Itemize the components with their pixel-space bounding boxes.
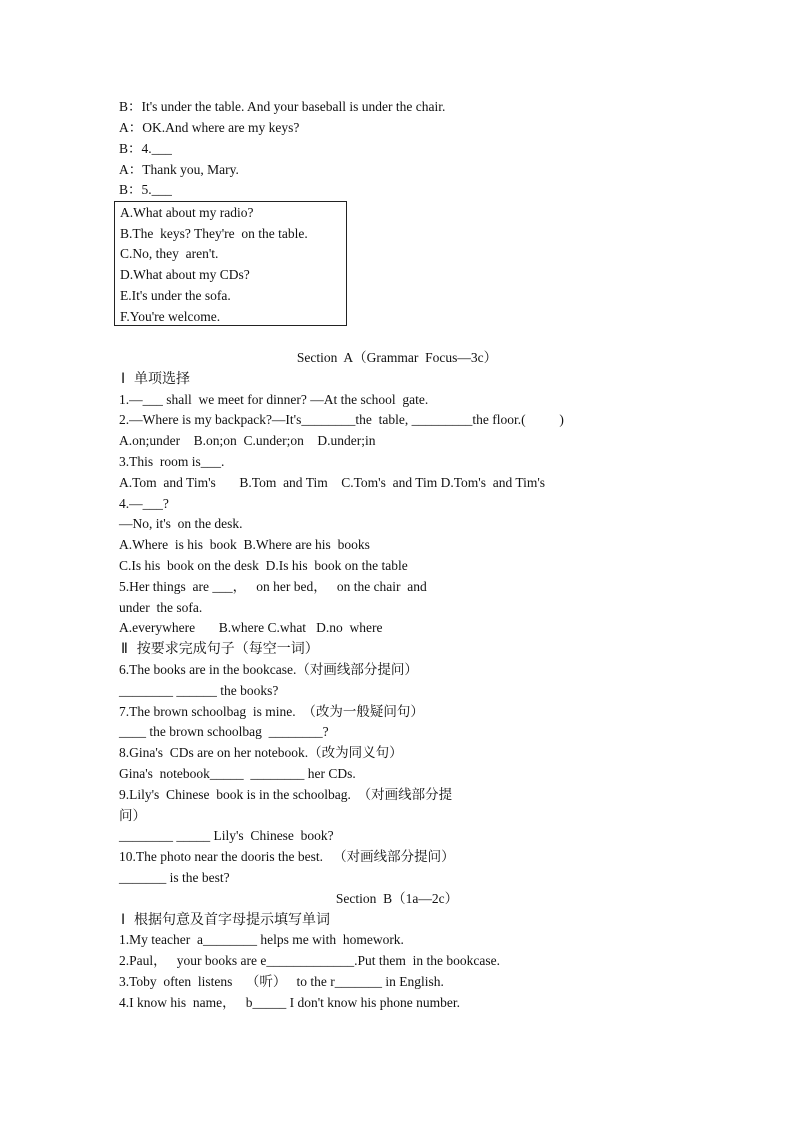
dialogue-line: A：OK.And where are my keys? xyxy=(119,120,300,135)
options-box xyxy=(114,201,347,326)
dialogue-line: A：Thank you, Mary. xyxy=(119,162,239,177)
question-line: 6.The books are in the bookcase.（对画线部分提问） xyxy=(119,662,418,677)
question-line: 8.Gina's CDs are on her notebook.（改为同义句） xyxy=(119,745,403,760)
question-line: 3.Toby often listens （听） to the r_______ in English. xyxy=(119,974,444,989)
question-line: C.Is his book on the desk D.Is his book on the table xyxy=(119,558,408,573)
section-b-part1-heading: Ⅰ 根据句意及首字母提示填写单词 xyxy=(121,912,331,928)
question-line: A.Where is his book B.Where are his books xyxy=(119,537,370,552)
question-line: A.everywhere B.where C.what D.no where xyxy=(119,620,383,635)
section-a-title: Section A（Grammar Focus—3c） xyxy=(296,350,498,365)
question-line: 2.Paul， your books are e_____________.Put them in the bookcase. xyxy=(119,953,500,968)
dialogue-line: B：It's under the table. And your baseball is under the chair. xyxy=(119,99,446,114)
option-item: F.You're welcome. xyxy=(120,309,221,324)
question-line: 4.—___? xyxy=(119,496,169,511)
question-line: 2.—Where is my backpack?—It's________the table, _________the floor.( ) xyxy=(119,412,564,427)
question-line: —No, it's on the desk. xyxy=(119,516,243,531)
section-a-part1-heading: Ⅰ 单项选择 xyxy=(121,371,191,387)
question-line: A.Tom and Tim's B.Tom and Tim C.Tom's and Tim D.Tom's and Tim's xyxy=(119,475,546,490)
option-item: D.What about my CDs? xyxy=(120,267,250,282)
question-line: 1.My teacher a________ helps me with homework. xyxy=(119,932,404,947)
option-item: C.No, they aren't. xyxy=(120,246,219,261)
question-line: 9.Lily's Chinese book is in the schoolbag. （对画线部分提 xyxy=(119,787,453,802)
option-item: B.The keys? They're on the table. xyxy=(120,226,308,241)
question-line: ________ _____ Lily's Chinese book? xyxy=(119,828,334,843)
dialogue-line: B：4.___ xyxy=(119,141,172,156)
question-line: 5.Her things are ___， on her bed， on the chair and xyxy=(119,579,427,594)
dialogue-line: B：5.___ xyxy=(119,182,172,197)
question-line: _______ is the best? xyxy=(119,870,230,885)
question-line: 1.—___ shall we meet for dinner? —At the school gate. xyxy=(119,392,429,407)
question-line: under the sofa. xyxy=(119,600,203,615)
option-item: A.What about my radio? xyxy=(120,205,254,220)
question-line: 10.The photo near the dooris the best. （对画线部分提问） xyxy=(119,849,455,864)
section-b-title: Section B（1a—2c） xyxy=(335,891,459,906)
section-a-part2-heading: Ⅱ 按要求完成句子（每空一词） xyxy=(121,641,319,657)
question-line: A.on;under B.on;on C.under;on D.under;in xyxy=(119,433,376,448)
question-line: 4.I know his name， b_____ I don't know his phone number. xyxy=(119,995,461,1010)
question-line: Gina's notebook_____ ________ her CDs. xyxy=(119,766,356,781)
option-item: E.It's under the sofa. xyxy=(120,288,231,303)
question-line: ____ the brown schoolbag ________? xyxy=(119,724,329,739)
question-line: 3.This room is___. xyxy=(119,454,225,469)
question-line: 7.The brown schoolbag is mine. （改为一般疑问句） xyxy=(119,704,424,719)
question-line: ________ ______ the books? xyxy=(119,683,279,698)
question-line: 问） xyxy=(119,808,146,823)
